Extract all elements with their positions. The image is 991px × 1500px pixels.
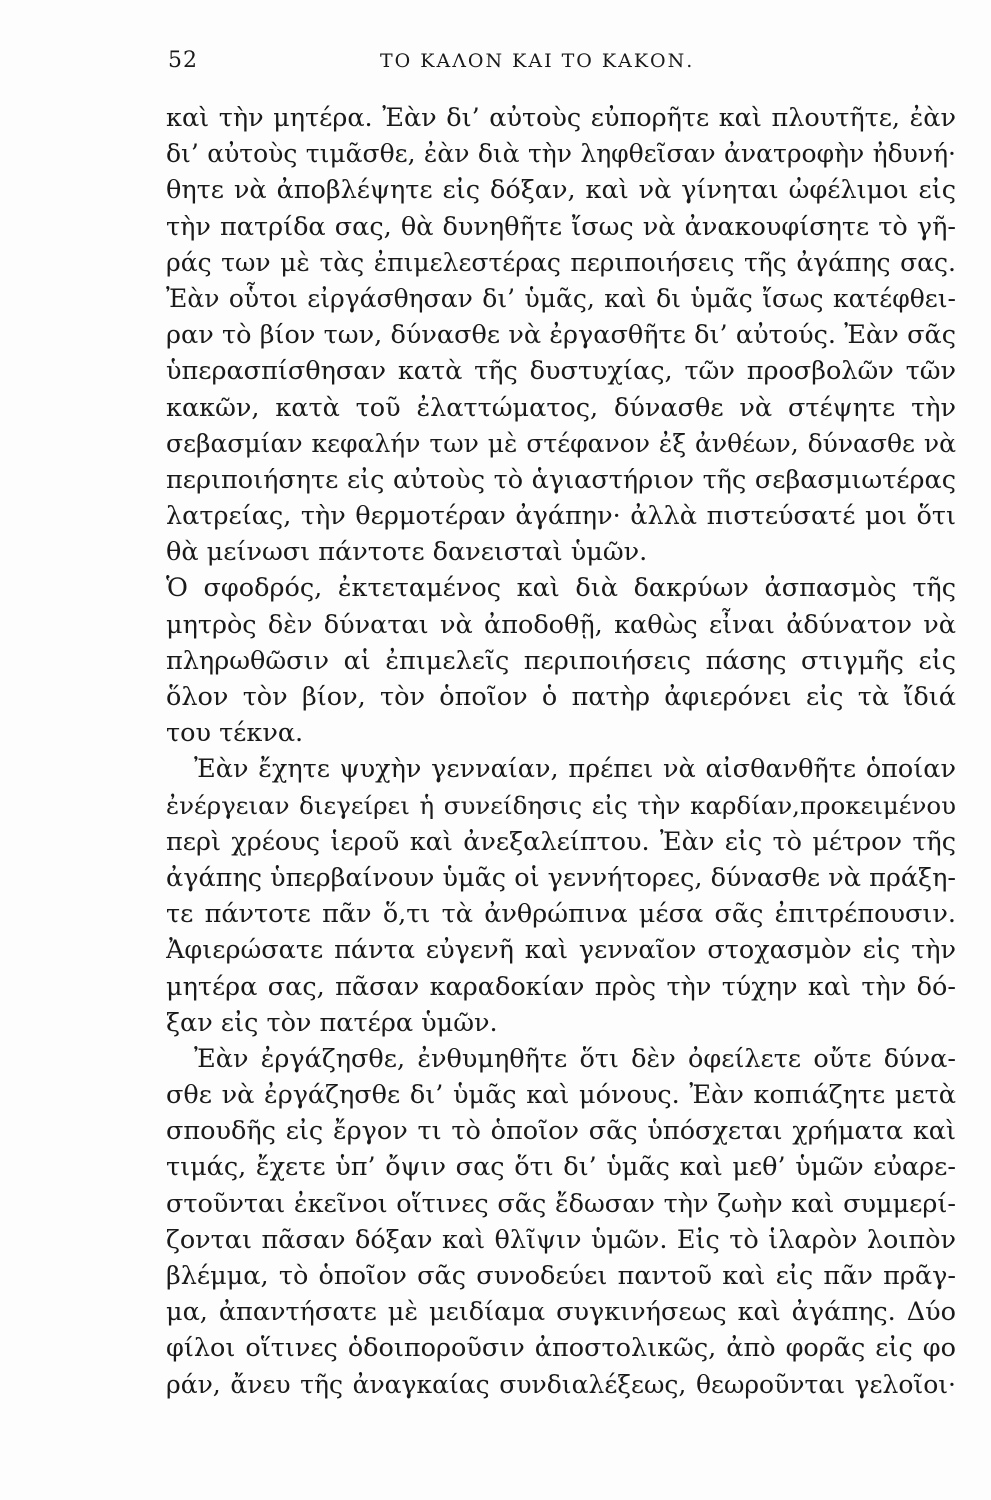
text-line: μα, ἀπαντήσατε μὲ μειδίαμα συγκινήσεως καὶ ἀγάπης. Δύο	[166, 1297, 956, 1328]
text-line: θητε νὰ ἀποβλέψητε εἰς δόξαν, καὶ νὰ γίνηται ὠφέλιμοι εἰς	[166, 175, 956, 206]
text-line: θὰ μείνωσι πάντοτε δανεισταὶ ὑμῶν.	[166, 537, 648, 568]
text-line: σεβασμίαν κεφαλήν των μὲ στέφανον ἐξ ἀνθέων, δύνασθε νὰ	[166, 428, 956, 458]
text-line: Ἐὰν ἔχητε ψυχὴν γενναίαν, πρέπει νὰ αἰσθανθῆτε ὁποίαν	[194, 754, 956, 785]
text-line: σπουδῆς εἰς ἔργον τι τὸ ὁποῖον σᾶς ὑπόσχεται χρήματα καὶ	[166, 1116, 956, 1147]
text-line: ὅλον τὸν βίον, τὸν ὁποῖον ὁ πατὴρ ἀφιερόνει εἰς τὰ ἴδιά	[166, 682, 956, 712]
text-line: περὶ χρέους ἱεροῦ καὶ ἀνεξαλείπτου. Ἐὰν εἰς τὸ μέτρον τῆς	[166, 826, 956, 857]
text-line: στοῦνται ἐκεῖνοι οἵτινες σᾶς ἔδωσαν τὴν ζωὴν καὶ συμμερί-	[166, 1188, 956, 1219]
page-number: 52	[168, 48, 198, 73]
text-line: φίλοι οἵτινες ὁδοιποροῦσιν ἀποστολικῶς, ἀπὸ φορᾶς εἰς φο	[166, 1333, 956, 1364]
text-line: περιποιήσητε εἰς αὐτοὺς τὸ ἁγιαστήριον τῆς σεβασμιωτέρας	[166, 464, 956, 495]
text-line: ράν, ἄνευ τῆς ἀναγκαίας συνδιαλέξεως, θεωροῦνται γελοῖοι·	[166, 1369, 956, 1399]
body-text	[166, 100, 956, 1403]
text-line: Ἀφιερώσατε πάντα εὐγενῆ καὶ γενναῖον στοχασμὸν εἰς τὴν	[166, 935, 956, 966]
text-line: ὑπερασπίσθησαν κατὰ τῆς δυστυχίας, τῶν προσβολῶν τῶν	[166, 356, 956, 387]
text-line: του τέκνα.	[166, 718, 304, 749]
text-line: τε πάντοτε πᾶν ὅ,τι τὰ ἀνθρώπινα μέσα σᾶς ἐπιτρέπουσιν.	[166, 899, 956, 930]
text-line: ξαν εἰς τὸν πατέρα ὑμῶν.	[166, 1007, 498, 1038]
text-line: ζονται πᾶσαν δόξαν καὶ θλῖψιν ὑμῶν. Εἰς τὸ ἱλαρὸν λοιπὸν	[166, 1224, 956, 1255]
text-line: ράς των μὲ τὰς ἐπιμελεστέρας περιποιήσεις τῆς ἀγάπης σας.	[166, 247, 956, 277]
text-line: ἀγάπης ὑπερβαίνουν ὑμᾶς οἱ γεννήτορες, δύνασθε νὰ πράξη-	[166, 862, 956, 893]
running-title: ΤΟ ΚΑΛΟΝ ΚΑΙ ΤΟ ΚΑΚΟΝ.	[380, 50, 695, 72]
text-line: Ἐὰν οὗτοι εἰργάσθησαν δι’ ὑμᾶς, καὶ δι ὑμᾶς ἴσως κατέφθει-	[166, 283, 956, 313]
text-line: βλέμμα, τὸ ὁποῖον σᾶς συνοδεύει παντοῦ καὶ εἰς πᾶν πρᾶγ-	[166, 1261, 956, 1291]
text-line: σθε νὰ ἐργάζησθε δι’ ὑμᾶς καὶ μόνους. Ἐὰν κοπιάζητε μετὰ	[166, 1080, 956, 1111]
text-line: τὴν πατρίδα σας, θὰ δυνηθῆτε ἴσως νὰ ἀνακουφίσητε τὸ γῆ-	[166, 211, 956, 242]
text-line: πληρωθῶσιν αἱ ἐπιμελεῖς περιποιήσεις πάσης στιγμῆς εἰς	[166, 645, 956, 676]
text-line: Ἐὰν ἐργάζησθε, ἐνθυμηθῆτε ὅτι δὲν ὀφείλετε οὔτε δύνα-	[194, 1043, 956, 1074]
text-line: καὶ τὴν μητέρα. Ἐὰν δι’ αὐτοὺς εὐπορῆτε καὶ πλουτῆτε, ἐὰν	[166, 103, 956, 133]
text-line: δι’ αὐτοὺς τιμᾶσθε, ἐὰν διὰ τὴν ληφθεῖσαν ἀνατροφὴν ἠδυνή·	[166, 139, 956, 169]
text-line: ραν τὸ βίον των, δύνασθε νὰ ἐργασθῆτε δι’ αὐτούς. Ἐὰν σᾶς	[166, 320, 956, 351]
text-line: μητρὸς δὲν δύναται νὰ ἀποδοθῇ, καθὼς εἶναι ἀδύνατον νὰ	[166, 609, 956, 640]
text-line: μητέρα σας, πᾶσαν καραδοκίαν πρὸς τὴν τύχην καὶ τὴν δό-	[166, 971, 956, 1002]
text-line: Ὁ σφοδρός, ἐκτεταμένος καὶ διὰ δακρύων ἀσπασμὸς τῆς	[166, 573, 956, 604]
text-line: τιμάς, ἔχετε ὑπ’ ὄψιν σας ὅτι δι’ ὑμᾶς καὶ μεθ’ ὑμῶν εὐαρε-	[166, 1152, 956, 1183]
text-line: κακῶν, κατὰ τοῦ ἐλαττώματος, δύνασθε νὰ στέψητε τὴν	[166, 392, 956, 423]
text-line: ἐνέργειαν διεγείρει ἡ συνείδησις εἰς τὴν καρδίαν,προκειμένου	[166, 790, 956, 820]
page-header	[160, 48, 950, 88]
text-line: λατρείας, τὴν θερμοτέραν ἀγάπην· ἀλλὰ πιστεύσατέ μοι ὅτι	[166, 501, 956, 532]
